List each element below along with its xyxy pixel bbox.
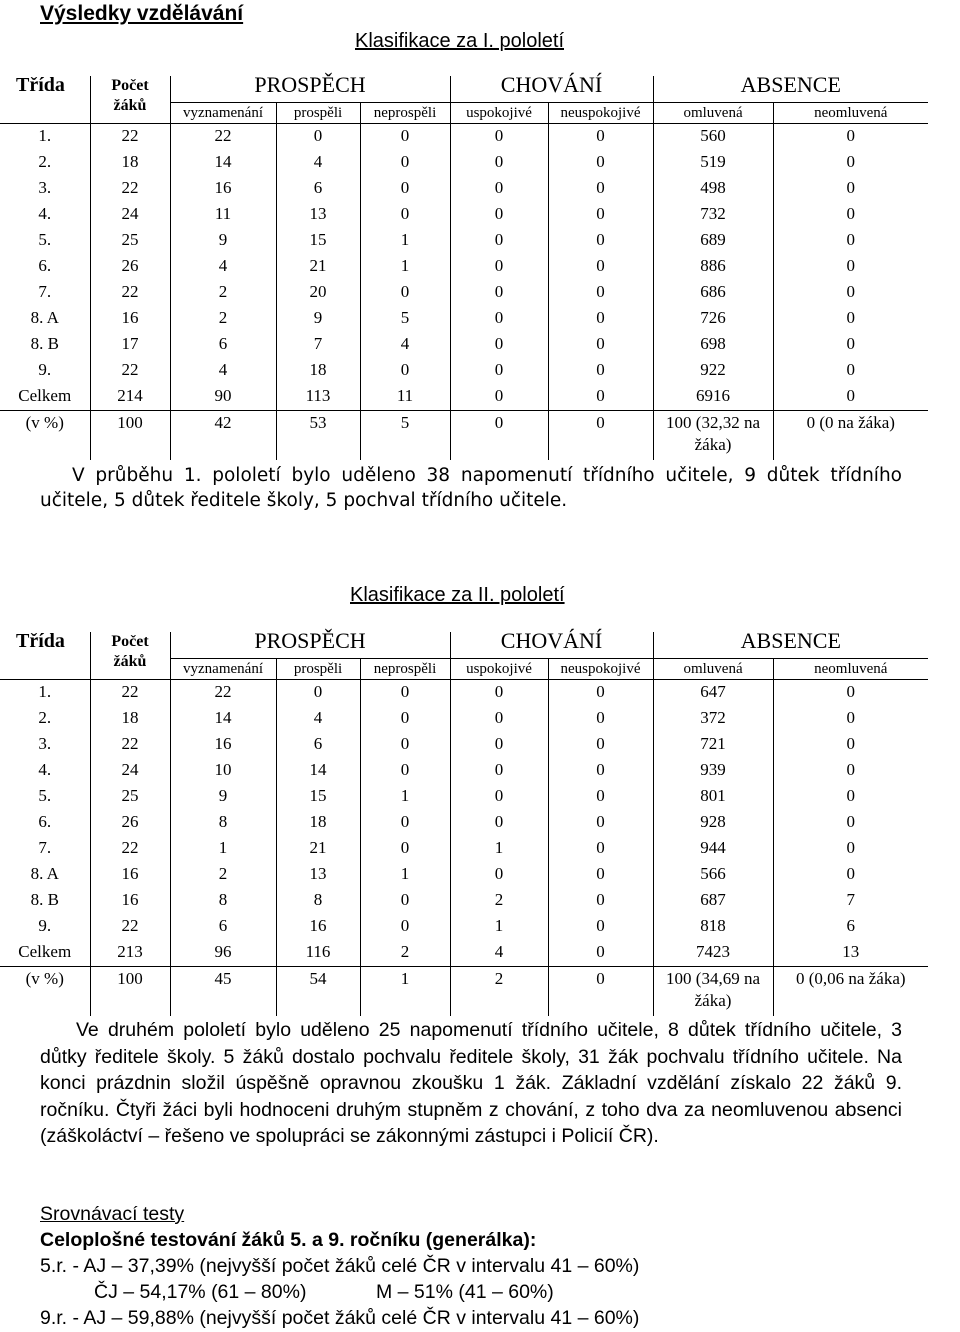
table-cell: 213 — [90, 940, 170, 967]
table-row — [0, 810, 928, 836]
table-cell: 0 — [360, 150, 450, 176]
table-row — [0, 358, 928, 384]
table-cell: 214 — [90, 384, 170, 411]
table-cell: 100 — [90, 411, 170, 461]
table-cell: 0 — [450, 706, 548, 732]
tests-line-9r-aj: 9.r. - AJ – 59,88% (nejvyšší počet žáků celé ČR v intervalu 41 – 60%) — [40, 1307, 640, 1329]
table-row — [0, 280, 928, 306]
table-cell: 2 — [450, 888, 548, 914]
table-cell: 0 — [548, 940, 653, 967]
table-cell: 498 — [653, 176, 773, 202]
table-cell: 4 — [170, 254, 276, 280]
table-cell: 0 — [450, 384, 548, 411]
table-cell: 0 — [360, 280, 450, 306]
table-cell: 0 — [548, 202, 653, 228]
table-cell: 0 — [450, 202, 548, 228]
table-cell: 9 — [170, 784, 276, 810]
table-cell: 0 — [548, 862, 653, 888]
table-cell: 4 — [450, 940, 548, 967]
table-cell: 0 — [548, 176, 653, 202]
table-cell: 0 — [548, 124, 653, 151]
table-cell: 1 — [170, 836, 276, 862]
table-cell: 2 — [450, 967, 548, 1017]
tests-line-5r-aj: 5.r. - AJ – 37,39% (nejvyšší počet žáků celé ČR v intervalu 41 – 60%) — [40, 1255, 640, 1277]
table-cell: 21 — [276, 254, 360, 280]
table-cell: 4 — [276, 706, 360, 732]
table-cell: 6 — [276, 732, 360, 758]
table-cell: 0 — [548, 810, 653, 836]
table-row-percent — [0, 967, 928, 1017]
header-pocet-line2: žáků — [113, 653, 147, 670]
table-cell: 886 — [653, 254, 773, 280]
table-cell: 0 — [548, 306, 653, 332]
table-cell: 1 — [450, 914, 548, 940]
header-neomluvena: neomluvená — [773, 659, 928, 680]
table-row — [0, 706, 928, 732]
header-pocet-line1: Počet — [111, 77, 149, 94]
table-cell: 686 — [653, 280, 773, 306]
header-uspokojive: uspokojivé — [450, 659, 548, 680]
table-cell: 0 — [548, 706, 653, 732]
header-chovani: CHOVÁNÍ — [450, 76, 653, 103]
table-cell: 0 — [773, 332, 928, 358]
table-cell: 0 — [548, 384, 653, 411]
table-cell: 1 — [360, 967, 450, 1017]
table-cell: 0 — [450, 862, 548, 888]
table-cell: 0 — [360, 202, 450, 228]
table-cell: 1 — [360, 862, 450, 888]
table-cell: 24 — [90, 758, 170, 784]
header-prospeli: prospěli — [276, 103, 360, 124]
table-cell: 24 — [90, 202, 170, 228]
tests-line-5r-m: M – 51% (41 – 60%) — [376, 1281, 554, 1303]
table-cell: 15 — [276, 228, 360, 254]
table-cell — [773, 967, 928, 1017]
table-cell: 7 — [773, 888, 928, 914]
table-cell: 1 — [360, 228, 450, 254]
table-cell: Celkem — [18, 386, 72, 405]
table-cell: 22 — [90, 358, 170, 384]
table-cell: 0 — [360, 706, 450, 732]
table-cell: 726 — [653, 306, 773, 332]
table-cell: 3. — [38, 178, 52, 197]
table-cell: 0 — [773, 810, 928, 836]
table-cell — [653, 967, 773, 1017]
table-cell: 13 — [276, 202, 360, 228]
table-cell: 698 — [653, 332, 773, 358]
table-cell: 0 — [773, 254, 928, 280]
header-prospech: PROSPĚCH — [170, 76, 450, 103]
table-cell: 0 — [773, 306, 928, 332]
table-cell: 0 — [548, 680, 653, 707]
table-cell: 0 — [773, 358, 928, 384]
table-cell: 53 — [276, 411, 360, 461]
semester-1-table — [0, 72, 928, 460]
table-cell: 14 — [276, 758, 360, 784]
table-cell: 0 — [548, 358, 653, 384]
table-cell: 0 — [276, 124, 360, 151]
table-cell: 939 — [653, 758, 773, 784]
table-cell: 22 — [170, 124, 276, 151]
table-cell: 9 — [170, 228, 276, 254]
page-title: Výsledky vzdělávání — [40, 2, 244, 25]
header-vyznamenani: vyznamenání — [170, 659, 276, 680]
table-cell: 0 — [450, 411, 548, 461]
header-omluvena: omluvená — [653, 659, 773, 680]
table-cell: 0 — [548, 228, 653, 254]
semester-1-heading: Klasifikace za I. pololetí — [355, 30, 564, 52]
table-cell: 22 — [90, 914, 170, 940]
table-cell: 17 — [90, 332, 170, 358]
table-cell: 18 — [276, 810, 360, 836]
table-row — [0, 836, 928, 862]
table-cell: 4 — [276, 150, 360, 176]
table-row-percent — [0, 411, 928, 461]
table-row — [0, 150, 928, 176]
table-cell: 0 — [450, 810, 548, 836]
table-cell: 0 — [548, 888, 653, 914]
header-pocet-line1: Počet — [111, 633, 149, 650]
table-cell: 22 — [90, 176, 170, 202]
header-vyznamenani: vyznamenání — [170, 103, 276, 124]
table-cell: 0 — [450, 784, 548, 810]
table-cell: 647 — [653, 680, 773, 707]
table-cell: 0 — [548, 836, 653, 862]
table-cell: 26 — [90, 810, 170, 836]
table-cell: 1 — [450, 836, 548, 862]
header-uspokojive: uspokojivé — [450, 103, 548, 124]
table-cell: 0 (0 na žáka) — [773, 411, 928, 461]
table-cell: 1. — [38, 682, 52, 701]
header-neomluvena: neomluvená — [773, 103, 928, 124]
table-cell: 566 — [653, 862, 773, 888]
table-row — [0, 680, 928, 707]
header-chovani: CHOVÁNÍ — [450, 632, 653, 659]
table-cell: 5 — [360, 306, 450, 332]
table-cell: 11 — [170, 202, 276, 228]
table-cell: 10 — [170, 758, 276, 784]
table-cell: 2 — [170, 306, 276, 332]
table-cell: 0 — [450, 254, 548, 280]
table-cell: 6 — [773, 914, 928, 940]
table-cell: 5 — [360, 411, 450, 461]
table-cell: 0 — [773, 280, 928, 306]
header-neuspokojive: neuspokojivé — [548, 103, 653, 124]
table-cell: 0 — [773, 202, 928, 228]
table-cell: 8. B — [30, 890, 59, 909]
table-cell: 16 — [170, 732, 276, 758]
table-cell: 16 — [90, 306, 170, 332]
table-cell: 7. — [38, 838, 52, 857]
percent-neomluvena: 0 (0,06 na žáka) — [796, 969, 906, 988]
table-cell: 22 — [90, 732, 170, 758]
table-row — [0, 228, 928, 254]
table-cell: 687 — [653, 888, 773, 914]
table-cell: 6 — [276, 176, 360, 202]
table-row — [0, 176, 928, 202]
header-neprospeli: neprospěli — [360, 659, 450, 680]
semester-2-table — [0, 628, 928, 1016]
table-cell: 2. — [38, 152, 52, 171]
table-cell: 560 — [653, 124, 773, 151]
table-cell: 4 — [170, 358, 276, 384]
table-row — [0, 332, 928, 358]
table-cell: 8 — [276, 888, 360, 914]
table-cell: 689 — [653, 228, 773, 254]
table-cell: 7 — [276, 332, 360, 358]
table-cell: 4 — [360, 332, 450, 358]
table-cell: 0 — [773, 758, 928, 784]
table-cell: 7. — [38, 282, 52, 301]
table-cell: 0 — [450, 150, 548, 176]
header-neuspokojive: neuspokojivé — [548, 659, 653, 680]
table-cell: 25 — [90, 228, 170, 254]
tests-subheading: Celoplošné testování žáků 5. a 9. ročníku (generálka): — [40, 1229, 537, 1251]
table-cell: 22 — [90, 836, 170, 862]
table-cell: 0 — [450, 280, 548, 306]
table-cell: 0 — [450, 358, 548, 384]
table-cell: 1. — [38, 126, 52, 145]
table-cell: 5. — [38, 230, 52, 249]
table-cell: 0 — [548, 150, 653, 176]
table-cell: 6. — [38, 812, 52, 831]
semester-1-note: V průběhu 1. pololetí bylo uděleno 38 napomenutí třídního učitele, 9 důtek třídního učitele, 5 důtek ředitele školy, 5 pochval třídního učitele. — [40, 465, 902, 511]
table-row — [0, 862, 928, 888]
header-prospech: PROSPĚCH — [170, 632, 450, 659]
header-absence: ABSENCE — [653, 76, 928, 103]
table-cell — [653, 411, 773, 461]
table-cell: 2 — [170, 862, 276, 888]
table-cell: 8 — [170, 888, 276, 914]
table-cell: 0 — [773, 862, 928, 888]
table-cell: 8 — [170, 810, 276, 836]
table-cell: 22 — [90, 680, 170, 707]
table-cell: 0 — [773, 176, 928, 202]
table-row — [0, 306, 928, 332]
table-cell: 6 — [170, 914, 276, 940]
table-row — [0, 732, 928, 758]
table-cell: 0 — [773, 706, 928, 732]
table-cell: 5. — [38, 786, 52, 805]
table-cell: 16 — [90, 888, 170, 914]
semester-2-note: Ve druhém pololetí bylo uděleno 25 napomenutí třídního učitele, 8 důtek třídního učitele, 3 důtky ředitele školy. 5 žáků dostalo pochvalu ředitele školy, 31 žák pochvalu třídního učitele. Na konci prázdnin složil úspěšně opravnou zkoušku 1 žák. Základní vzdělání získalo 22 žáků 9. ročníku. Čtyři žáci byli hodnoceni druhým stupněm z chování, z toho dva za neomluvenou absenci (záškoláctví – řešeno ve spolupráci se zákonnými zástupci i Policií ČR). — [40, 1019, 902, 1147]
table-cell: (v %) — [0, 967, 90, 1017]
table-cell: 1 — [360, 254, 450, 280]
table-cell: 0 — [548, 758, 653, 784]
table-cell: 42 — [170, 411, 276, 461]
table-cell: 96 — [170, 940, 276, 967]
table-cell: 45 — [170, 967, 276, 1017]
table-cell: 0 — [773, 732, 928, 758]
table-row — [0, 124, 928, 151]
table-cell: 928 — [653, 810, 773, 836]
table-cell: 801 — [653, 784, 773, 810]
table-cell: 0 — [548, 914, 653, 940]
table-cell: 0 — [360, 914, 450, 940]
table-cell: 26 — [90, 254, 170, 280]
table-cell: 0 — [548, 332, 653, 358]
table-cell: 0 — [360, 888, 450, 914]
table-cell: 0 — [360, 680, 450, 707]
table-cell: 0 — [450, 176, 548, 202]
table-cell: 944 — [653, 836, 773, 862]
header-neprospeli: neprospěli — [360, 103, 450, 124]
table-cell: 14 — [170, 706, 276, 732]
table-cell: 0 — [360, 836, 450, 862]
table-cell: 7423 — [653, 940, 773, 967]
header-omluvena: omluvená — [653, 103, 773, 124]
table-cell: 22 — [90, 124, 170, 151]
percent-omluvena: 100 (32,32 na žáka) — [666, 413, 761, 454]
table-row — [0, 384, 928, 411]
table-cell: 8. A — [30, 308, 59, 327]
table-cell: 6. — [38, 256, 52, 275]
table-cell: 20 — [276, 280, 360, 306]
header-prospeli: prospěli — [276, 659, 360, 680]
table-cell: 519 — [653, 150, 773, 176]
table-cell: 13 — [276, 862, 360, 888]
table-cell: 0 — [450, 306, 548, 332]
table-cell: 372 — [653, 706, 773, 732]
table-cell: 2 — [360, 940, 450, 967]
table-cell: 18 — [276, 358, 360, 384]
table-cell: 9 — [276, 306, 360, 332]
table-cell: 0 — [360, 810, 450, 836]
table-cell: (v %) — [0, 411, 90, 461]
table-cell: 0 — [360, 758, 450, 784]
table-cell: 922 — [653, 358, 773, 384]
table-row — [0, 940, 928, 967]
table-cell: 0 — [773, 150, 928, 176]
table-cell: 0 — [450, 680, 548, 707]
table-cell: 0 — [548, 967, 653, 1017]
table-cell: 18 — [90, 706, 170, 732]
table-cell: 0 — [360, 732, 450, 758]
table-cell: 0 — [548, 784, 653, 810]
table-cell: 113 — [276, 384, 360, 411]
table-cell: 9. — [38, 916, 52, 935]
table-cell: 4. — [38, 204, 52, 223]
table-cell: 13 — [773, 940, 928, 967]
table-cell: 0 — [773, 836, 928, 862]
table-cell: 0 — [548, 254, 653, 280]
table-cell: 18 — [90, 150, 170, 176]
table-cell: 6916 — [653, 384, 773, 411]
table-cell: 11 — [360, 384, 450, 411]
tests-heading: Srovnávací testy — [40, 1203, 185, 1225]
table-row — [0, 254, 928, 280]
table-cell: 9. — [38, 360, 52, 379]
table-cell: 100 — [90, 967, 170, 1017]
table-cell: 0 — [450, 332, 548, 358]
table-cell: 16 — [90, 862, 170, 888]
header-trida: Třída — [0, 76, 90, 124]
table-cell: 2. — [38, 708, 52, 727]
table-cell: 0 — [773, 228, 928, 254]
table-row — [0, 758, 928, 784]
table-cell: 14 — [170, 150, 276, 176]
table-cell: 0 — [773, 784, 928, 810]
semester-2-heading: Klasifikace za II. pololetí — [350, 584, 565, 606]
table-cell: 0 — [276, 680, 360, 707]
table-cell: 0 — [548, 411, 653, 461]
table-cell: 116 — [276, 940, 360, 967]
table-cell: 22 — [170, 680, 276, 707]
table-cell: 4. — [38, 760, 52, 779]
table-cell: 15 — [276, 784, 360, 810]
table-cell: 6 — [170, 332, 276, 358]
table-cell: 0 — [548, 732, 653, 758]
table-cell: Celkem — [18, 942, 72, 961]
table-cell: 721 — [653, 732, 773, 758]
table-cell: 16 — [170, 176, 276, 202]
header-absence: ABSENCE — [653, 632, 928, 659]
table-cell: 0 — [450, 124, 548, 151]
table-cell: 0 — [360, 358, 450, 384]
percent-omluvena: 100 (34,69 na žáka) — [666, 969, 761, 1010]
table-cell: 8. B — [30, 334, 59, 353]
table-cell: 0 — [450, 228, 548, 254]
table-row — [0, 202, 928, 228]
table-cell: 54 — [276, 967, 360, 1017]
table-cell: 3. — [38, 734, 52, 753]
table-cell: 0 — [450, 758, 548, 784]
table-cell: 90 — [170, 384, 276, 411]
table-cell: 8. A — [30, 864, 59, 883]
table-cell: 732 — [653, 202, 773, 228]
table-cell: 16 — [276, 914, 360, 940]
table-cell: 22 — [90, 280, 170, 306]
table-cell: 2 — [170, 280, 276, 306]
table-cell: 25 — [90, 784, 170, 810]
table-cell: 21 — [276, 836, 360, 862]
table-row — [0, 888, 928, 914]
table-cell: 0 — [360, 176, 450, 202]
table-cell: 0 — [548, 280, 653, 306]
table-cell: 0 — [773, 124, 928, 151]
table-cell: 0 — [773, 680, 928, 707]
table-row — [0, 914, 928, 940]
table-cell: 1 — [360, 784, 450, 810]
tests-line-5r-cj: ČJ – 54,17% (61 – 80%) — [94, 1281, 307, 1303]
header-pocet — [90, 632, 170, 680]
header-trida: Třída — [0, 632, 90, 680]
header-pocet-line2: žáků — [113, 97, 147, 114]
table-cell: 0 — [360, 124, 450, 151]
table-row — [0, 784, 928, 810]
header-pocet — [90, 76, 170, 124]
table-cell: 0 — [773, 384, 928, 411]
table-cell: 0 — [450, 732, 548, 758]
table-cell: 818 — [653, 914, 773, 940]
